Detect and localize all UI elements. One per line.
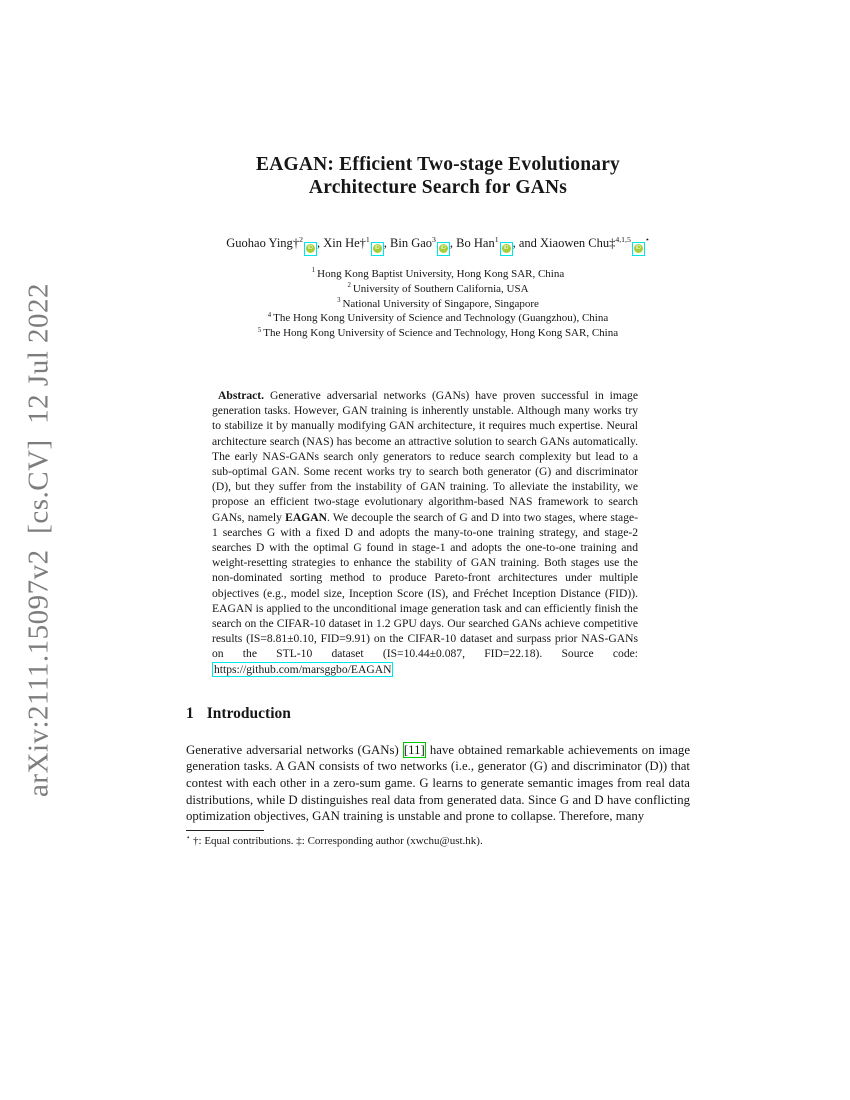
orcid-icon[interactable] bbox=[304, 242, 317, 256]
affiliation-number: 3 bbox=[337, 296, 341, 304]
author-affil-sup: 2 bbox=[299, 234, 303, 244]
orcid-icon[interactable] bbox=[437, 242, 450, 256]
affiliation-line bbox=[186, 282, 690, 297]
section-title: Introduction bbox=[206, 704, 291, 722]
intro-text-part1: Generative adversarial networks (GANs) bbox=[186, 742, 403, 757]
affiliation-text: The Hong Kong University of Science and Technology, Hong Kong SAR, China bbox=[263, 327, 619, 340]
introduction-paragraph bbox=[186, 742, 690, 825]
author-affil-sup: 1 bbox=[494, 234, 499, 244]
affiliation-text: The Hong Kong University of Science and Technology (Guangzhou), China bbox=[273, 312, 609, 325]
affiliation-line bbox=[186, 267, 690, 282]
author-name: Xin He bbox=[323, 236, 360, 250]
author-separator: , bbox=[316, 236, 324, 250]
author-marker: † bbox=[292, 236, 300, 250]
intro-text-part2: have obtained remarkable achievements on image generation tasks. A GAN consists of two networks (i.e., generator (G) and discriminator (D)) that contest with each other in a zero-sum game. G learns to generate semantic images from real data distributions, while D distinguishes real data from generated data. Since G and D have conflicting optimization objectives, GAN training is unstable and prone to collapse. Therefore, many bbox=[186, 742, 690, 824]
footnote-text: †: Equal contributions. ‡: Corresponding author (xwchu@ust.hk). bbox=[193, 834, 483, 847]
paper-title-line2: Architecture Search for GANs bbox=[308, 177, 568, 198]
abstract-eagan-keyword: EAGAN bbox=[285, 510, 327, 524]
orcid-icon[interactable] bbox=[371, 242, 384, 256]
paper-title-line1: EAGAN: Efficient Two-stage Evolutionary bbox=[255, 154, 621, 175]
corresponding-author-star: ⋆ bbox=[644, 234, 650, 244]
author-and-label: and bbox=[518, 236, 541, 250]
author-affil-sup: 3 bbox=[432, 234, 436, 244]
orcid-icon-glyph: iD bbox=[306, 244, 315, 253]
affiliation-text: University of Southern California, USA bbox=[352, 282, 529, 295]
author-separator: , bbox=[383, 236, 391, 250]
affiliation-line bbox=[186, 326, 690, 341]
author-name: Bo Han bbox=[456, 236, 495, 250]
footnote-marker: ⋆ bbox=[186, 834, 191, 842]
affiliation-number: 5 bbox=[257, 326, 262, 334]
section-heading-introduction bbox=[186, 705, 690, 723]
author-separator: , bbox=[512, 236, 519, 250]
source-code-link[interactable]: https://github.com/marsggbo/EAGAN bbox=[214, 662, 392, 676]
affiliation-number: 4 bbox=[267, 311, 272, 319]
affiliation-text: National University of Singapore, Singapore bbox=[342, 297, 539, 310]
author-name: Xiaowen Chu bbox=[540, 236, 610, 250]
orcid-icon[interactable] bbox=[632, 242, 645, 256]
orcid-icon[interactable] bbox=[500, 242, 513, 256]
abstract-label: Abstract. bbox=[218, 388, 265, 402]
affiliation-list bbox=[186, 267, 690, 341]
author-affil-sup: 4,1,5 bbox=[615, 234, 631, 244]
orcid-icon-glyph: iD bbox=[373, 244, 382, 253]
footnote bbox=[186, 834, 690, 848]
paper-title bbox=[186, 153, 690, 199]
author-separator: , bbox=[449, 236, 457, 250]
author-name: Bin Gao bbox=[390, 236, 433, 250]
author-line bbox=[186, 235, 690, 256]
footnote-rule bbox=[186, 830, 264, 831]
abstract-text-part1: Generative adversarial networks (GANs) have proven successful in image generation tasks. However, GAN training is inherently unstable. Although many works try to stabilize it by manually modifying GAN architecture, it requires much expertise. Neural architecture search (NAS) has become an attractive solution to search GANs automatically. The early NAS-GANs search only generators to reduce search complexity but lead to a sub-optimal GAN. Some recent works try to search both generator (G) and discriminator (D), but they suffer from the instability of GAN training. To alleviate the instability, we propose an efficient two-stage evolutionary algorithm-based NAS framework to search GANs, namely bbox=[212, 388, 638, 524]
affiliation-number: 2 bbox=[347, 282, 351, 290]
citation-link-11[interactable]: [11] bbox=[403, 742, 425, 757]
affiliation-text: Hong Kong Baptist University, Hong Kong SAR, China bbox=[317, 268, 565, 280]
affiliation-line bbox=[186, 297, 690, 312]
paper-content-column bbox=[186, 0, 690, 848]
arxiv-watermark: arXiv:2111.15097v2 [cs.CV] 12 Jul 2022 bbox=[22, 282, 55, 798]
orcid-icon-glyph: iD bbox=[634, 244, 643, 253]
author-marker: ‡ bbox=[609, 236, 616, 250]
section-number: 1 bbox=[186, 704, 194, 722]
author-marker: † bbox=[359, 236, 366, 250]
affiliation-number: 1 bbox=[311, 267, 316, 275]
author-name: Guohao Ying bbox=[226, 236, 293, 250]
orcid-icon-glyph: iD bbox=[502, 244, 511, 253]
orcid-icon-glyph: iD bbox=[439, 244, 448, 253]
abstract-block bbox=[212, 388, 638, 677]
author-affil-sup: 1 bbox=[365, 234, 370, 244]
abstract-text-part2: . We decouple the search of G and D into two stages, where stage-1 searches G with a fixed D and adopts the many-to-one training strategy, and stage-2 searches D with the optimal G found in stage-1 and adopts the one-to-one training and weight-resetting strategies to enhance the stability of GAN training. Both stages use the non-dominated sorting method to produce Pareto-front architectures under multiple objectives (e.g., model size, Inception Score (IS), and Fréchet Inception Distance (FID)). EAGAN is applied to the unconditional image generation task and can efficiently finish the search on the CIFAR-10 dataset in 1.2 GPU days. Our searched GANs achieve competitive results (IS=8.81±0.10, FID=9.91) on the CIFAR-10 dataset and surpass prior NAS-GANs on the STL-10 dataset (IS=10.44±0.087, FID=22.18). Source code: bbox=[212, 510, 639, 661]
affiliation-line bbox=[186, 311, 690, 326]
